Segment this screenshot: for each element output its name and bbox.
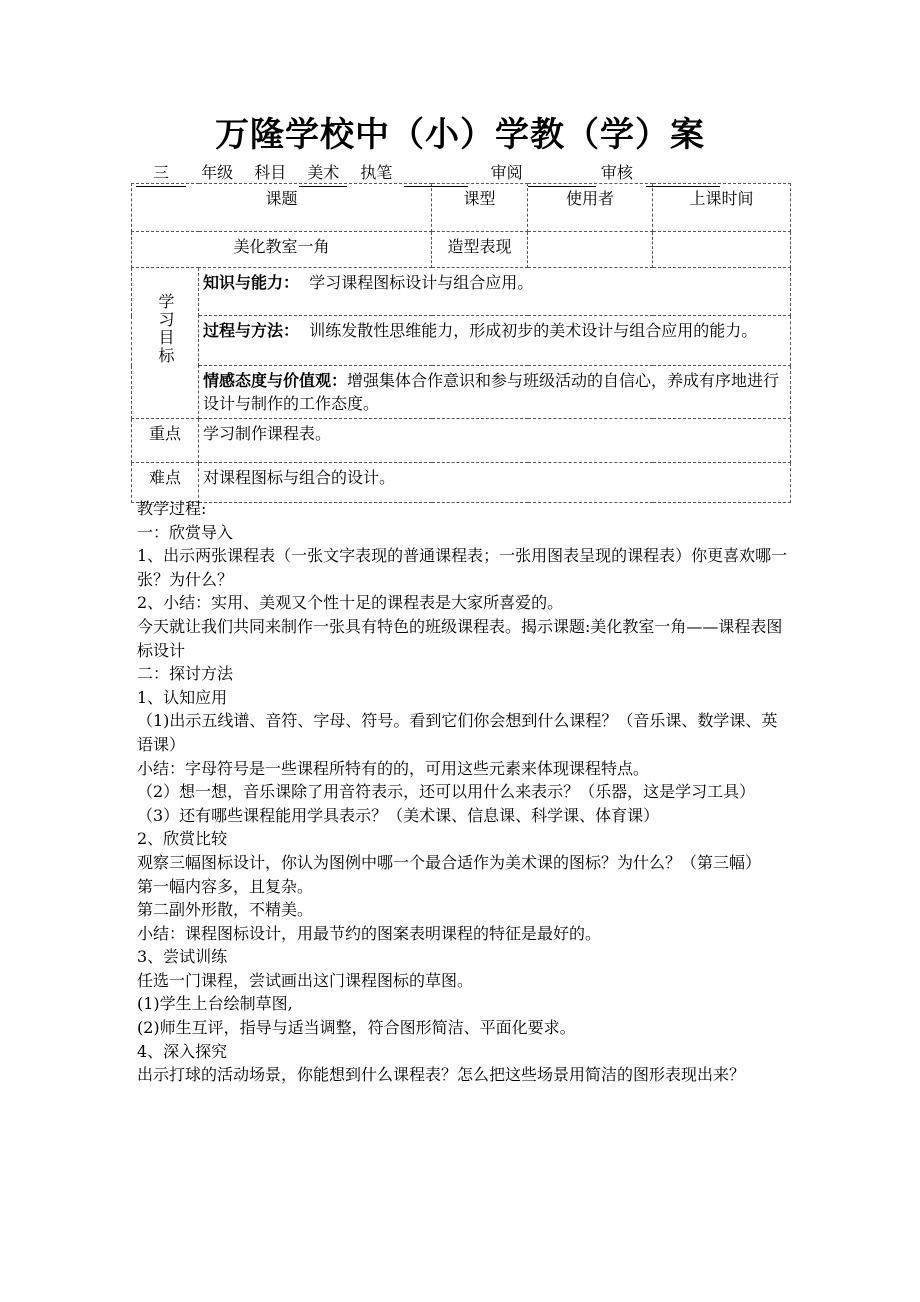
key-point-text: 学习制作课程表。 (199, 419, 791, 463)
topic-row (132, 232, 791, 268)
teaching-process (137, 497, 789, 1087)
objective-row (132, 366, 791, 419)
objective-knowledge (199, 268, 791, 316)
process-line: 1、出示两张课程表（一张文字表现的普通课程表；一张用图表呈现的课程表）你更喜欢哪一张？为什么？ (137, 546, 788, 589)
grade-value: 三 (136, 160, 186, 187)
process-line: （3）还有哪些课程能用学具表示？（美术课、信息课、科学课、体育课） (137, 805, 660, 825)
reviewer-label: 审阅 (490, 163, 523, 182)
process-line: （1)出示五线谱、音符、字母、符号。看到它们你会想到什么课程？（音乐课、数学课、英语课） (137, 711, 778, 754)
subject-value: 美术 (299, 160, 347, 187)
author-label: 执笔 (360, 163, 393, 182)
objective-attitude (199, 366, 791, 419)
objective-label: 情感态度与价值观： (203, 371, 348, 390)
key-point-label: 重点 (132, 419, 199, 463)
header-user: 使用者 (528, 184, 653, 232)
objective-label: 知识与能力： (203, 273, 300, 292)
objective-text: 增强集体合作意识和参与班级活动的自信心，养成有序地进行设计与制作的工作态度。 (203, 371, 780, 413)
process-line: 2、欣赏比较 (137, 829, 228, 849)
header-row (132, 184, 791, 232)
header-topic: 课题 (132, 184, 432, 232)
key-point-row (132, 419, 791, 463)
process-line: 1、认知应用 (137, 687, 228, 707)
process-line: 观察三幅图标设计，你认为图例中哪一个最合适作为美术课的图标？为什么？（第三幅） (137, 852, 762, 872)
process-line: 第二副外形散，不精美。 (137, 900, 314, 920)
header-type: 课型 (432, 184, 528, 232)
process-line: 2、小结：实用、美观又个性十足的课程表是大家所喜爱的。 (137, 593, 564, 613)
header-time: 上课时间 (653, 184, 791, 232)
objective-label: 过程与方法： (203, 321, 300, 340)
process-line: 今天就让我们共同来制作一张具有特色的班级课程表。揭示课题:美化教室一角——课程表图标设计 (137, 616, 783, 660)
objective-text: 训练发散性思维能力，形成初步的美术设计与组合应用的能力。 (309, 321, 758, 340)
time-value (653, 232, 791, 268)
process-line: (1)学生上台绘制草图, (137, 994, 293, 1014)
grade-label: 年级 (201, 163, 234, 182)
user-value (528, 232, 653, 268)
objective-row (132, 268, 791, 316)
process-line: 第一幅内容多，且复杂。 (137, 876, 314, 896)
process-line: 任选一门课程，尝试画出这门课程图标的草图。 (137, 970, 474, 990)
process-line: 一：欣赏导入 (137, 522, 234, 542)
topic-value: 美化教室一角 (132, 232, 432, 268)
page-title: 万隆学校中（小）学教（学）案 (215, 115, 705, 155)
objective-text: 学习课程图标设计与组合应用。 (309, 273, 534, 292)
process-line: 小结：字母符号是一些课程所特有的的，可用这些元素来体现课程特点。 (137, 758, 650, 778)
process-line: 教学过程: (137, 499, 207, 518)
process-line: (2)师生互评，指导与适当调整，符合图形简洁、平面化要求。 (137, 1018, 576, 1038)
process-line: 二：探讨方法 (137, 664, 234, 684)
approver-label: 审核 (600, 163, 633, 182)
objectives-label-cell (132, 268, 199, 419)
process-line: 出示打球的活动场景，你能想到什么课程表？怎么把这些场景用简洁的图形表现出来？ (137, 1065, 746, 1085)
type-value: 造型表现 (432, 232, 528, 268)
objective-row (132, 316, 791, 366)
subject-label: 科目 (254, 163, 287, 182)
process-line: 小结：课程图标设计，用最节约的图案表明课程的特征是最好的。 (137, 923, 602, 943)
difficulty-label: 难点 (132, 463, 199, 503)
lesson-plan-table (131, 183, 791, 503)
process-line: （2）想一想，音乐课除了用音符表示，还可以用什么来表示？（乐器，这是学习工具） (137, 782, 756, 802)
objective-process (199, 316, 791, 366)
objectives-label: 学习目标 (156, 293, 175, 365)
process-line: 3、尝试训练 (137, 947, 228, 967)
difficulty-text: 对课程图标与组合的设计。 (199, 463, 791, 503)
process-line: 4、深入探究 (137, 1041, 228, 1061)
